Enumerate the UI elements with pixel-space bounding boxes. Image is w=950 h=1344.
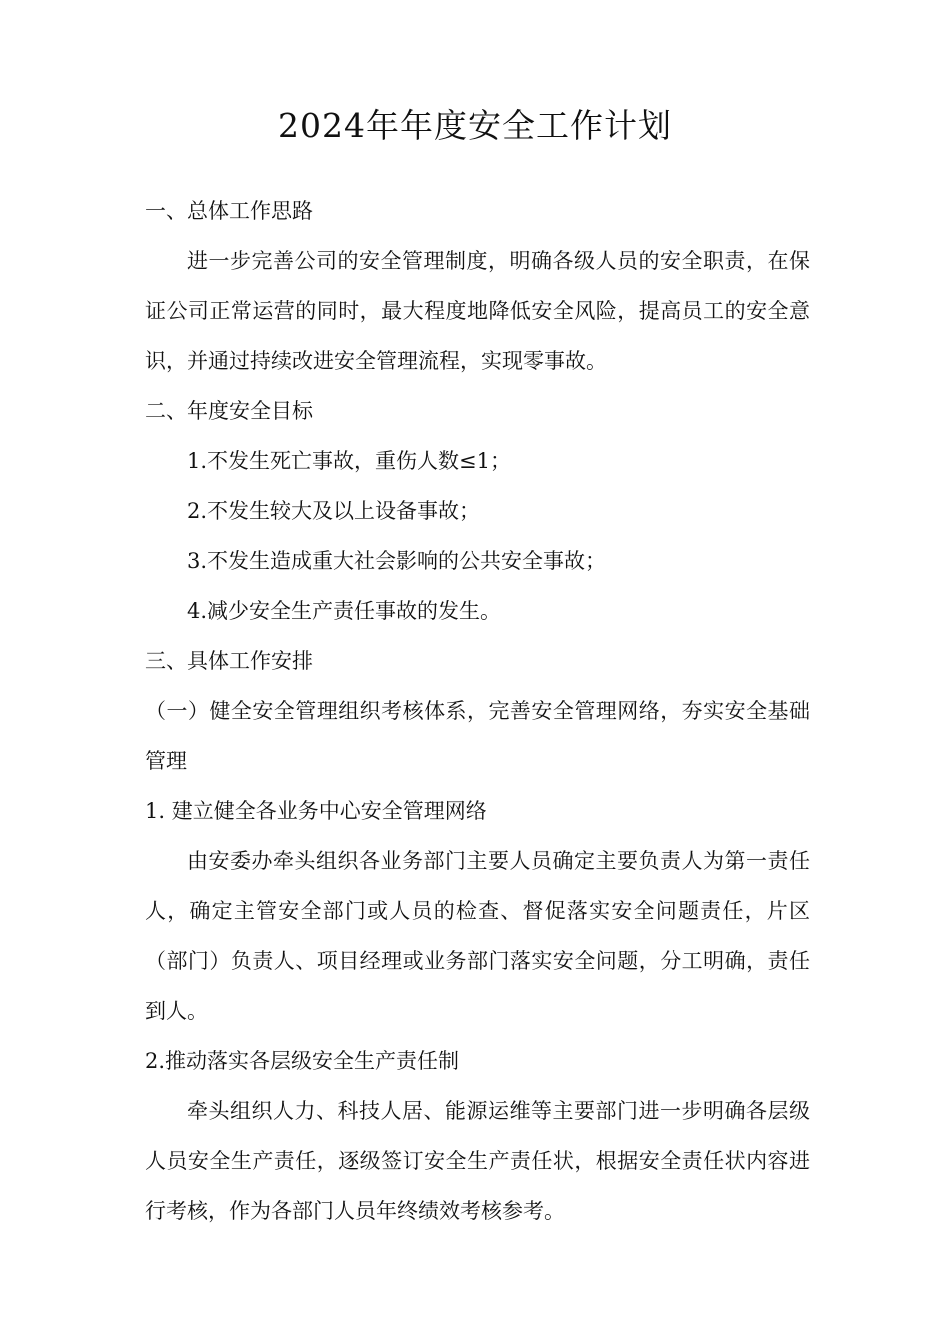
section-heading-overall-approach: 一、总体工作思路 [145,199,313,223]
paragraph-responsibility-system: 牵头组织人力、科技人居、能源运维等主要部门进一步明确各层级人员安全生产责任，逐级签订安全生产责任状，根据安全责任状内容进行考核，作为各部门人员年终绩效考核参考。 [145,1099,810,1223]
section-heading-work-arrangement: 三、具体工作安排 [145,649,313,673]
goal-item-2: 2.不发生较大及以上设备事故； [187,499,481,523]
subsection-heading-1: （一）健全安全管理组织考核体系，完善安全管理网络，夯实安全基础管理 [145,699,810,773]
subitem-heading-1: 1. 建立健全各业务中心安全管理网络 [145,799,487,823]
document-body [145,186,810,1236]
paragraph-overall-approach: 进一步完善公司的安全管理制度，明确各级人员的安全职责，在保证公司正常运营的同时，最大程度地降低安全风险，提高员工的安全意识，并通过持续改进安全管理流程，实现零事故。 [145,249,810,373]
subitem-heading-2: 2.推动落实各层级安全生产责任制 [145,1049,460,1073]
goal-item-4: 4.减少安全生产责任事故的发生。 [187,599,502,623]
section-heading-annual-goals: 二、年度安全目标 [145,399,313,423]
document-title: 2024年年度安全工作计划 [278,106,672,145]
goal-item-3: 3.不发生造成重大社会影响的公共安全事故； [187,549,607,573]
paragraph-safety-network: 由安委办牵头组织各业务部门主要人员确定主要负责人为第一责任人，确定主管安全部门或人员的检查、督促落实安全问题责任，片区（部门）负责人、项目经理或业务部门落实安全问题，分工明确，责任到人。 [145,849,810,1023]
goal-item-1: 1.不发生死亡事故，重伤人数≤1； [187,449,511,473]
